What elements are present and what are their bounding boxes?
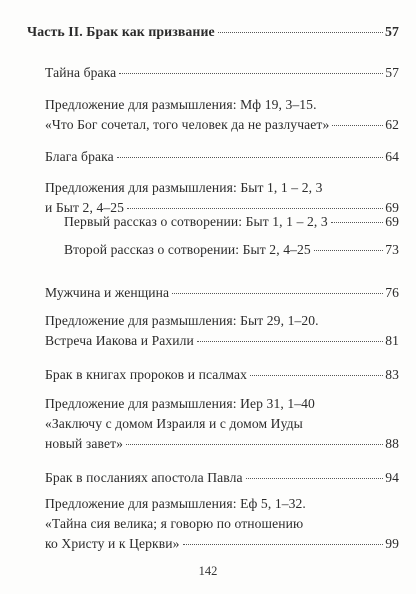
dot-leader: [218, 32, 383, 33]
entry-page-number: 99: [385, 536, 399, 551]
dot-leader: [117, 157, 383, 158]
toc-entry-prophets-psalms: [45, 365, 399, 385]
toc-entry-pauline-epistles: [45, 468, 399, 488]
dot-leader: [172, 293, 383, 294]
entry-line: новый завет»: [45, 436, 124, 451]
entry-title: Тайна брака: [45, 65, 117, 80]
entry-page-number: 73: [385, 242, 399, 257]
entry-page-number: 69: [385, 214, 399, 229]
dot-leader: [332, 125, 383, 126]
toc-subentry-second-account: [64, 240, 399, 260]
toc-subentry-first-account: [64, 212, 399, 232]
entry-page-number: 57: [385, 65, 399, 80]
dot-leader: [183, 544, 384, 545]
entry-line: Предложение для размышления: Иер 31, 1–40: [45, 396, 315, 411]
toc-part-heading: [27, 22, 399, 42]
dot-leader: [314, 250, 383, 251]
dot-leader: [246, 478, 384, 479]
entry-page-number: 83: [385, 367, 399, 382]
entry-line: «Заключу с домом Израиля и с домом Иуды: [45, 416, 303, 431]
entry-page-number: 94: [385, 470, 399, 485]
toc-entry-ef-5: [45, 494, 399, 554]
entry-title: Первый рассказ о сотворении: Быт 1, 1 – 2, 3: [64, 214, 328, 229]
entry-page-number: 69: [385, 200, 399, 215]
toc-entry-tayna-braka: [45, 63, 399, 83]
entry-page-number: 62: [385, 117, 399, 132]
entry-line: «Что Бог сочетал, того человек да не разлучает»: [45, 117, 330, 132]
entry-line: Встреча Иакова и Рахили: [45, 333, 194, 348]
entry-title: Второй рассказ о сотворении: Быт 2, 4–25: [64, 242, 311, 257]
entry-line: Предложение для размышления: Мф 19, 3–15.: [45, 97, 317, 112]
entry-title: Брак в посланиях апостола Павла: [45, 470, 243, 485]
toc-entry-byt-29: [45, 311, 399, 351]
entry-line: ко Христу и к Церкви»: [45, 536, 180, 551]
dot-leader: [331, 222, 383, 223]
dot-leader: [119, 73, 383, 74]
entry-line: «Тайна сия велика; я говорю по отношению: [45, 516, 304, 531]
part-title: Часть II. Брак как призвание: [27, 24, 215, 39]
entry-line: и Быт 2, 4–25: [45, 200, 125, 215]
entry-line: Предложения для размышления: Быт 1, 1 – 2, 3: [45, 180, 323, 195]
entry-page-number: 76: [385, 285, 399, 300]
dot-leader: [250, 375, 383, 376]
toc-entry-mf-19: [45, 95, 399, 135]
entry-title: Брак в книгах пророков и псалмах: [45, 367, 248, 382]
dot-leader: [126, 444, 383, 445]
entry-page-number: 64: [385, 149, 399, 164]
toc-entry-ier-31: [45, 394, 399, 454]
page-number-footer: 142: [198, 564, 218, 578]
entry-page-number: 88: [385, 436, 399, 451]
toc-entry-man-and-woman: [45, 283, 399, 303]
entry-title: Блага брака: [45, 149, 114, 164]
entry-page-number: 81: [385, 333, 399, 348]
toc-entry-blaga-braka: [45, 147, 399, 167]
entry-line: Предложение для размышления: Быт 29, 1–20.: [45, 313, 319, 328]
entry-line: Предложение для размышления: Еф 5, 1–32.: [45, 496, 306, 511]
dot-leader: [197, 341, 383, 342]
dot-leader: [127, 208, 383, 209]
entry-title: Мужчина и женщина: [45, 285, 170, 300]
part-page-number: 57: [385, 24, 399, 39]
